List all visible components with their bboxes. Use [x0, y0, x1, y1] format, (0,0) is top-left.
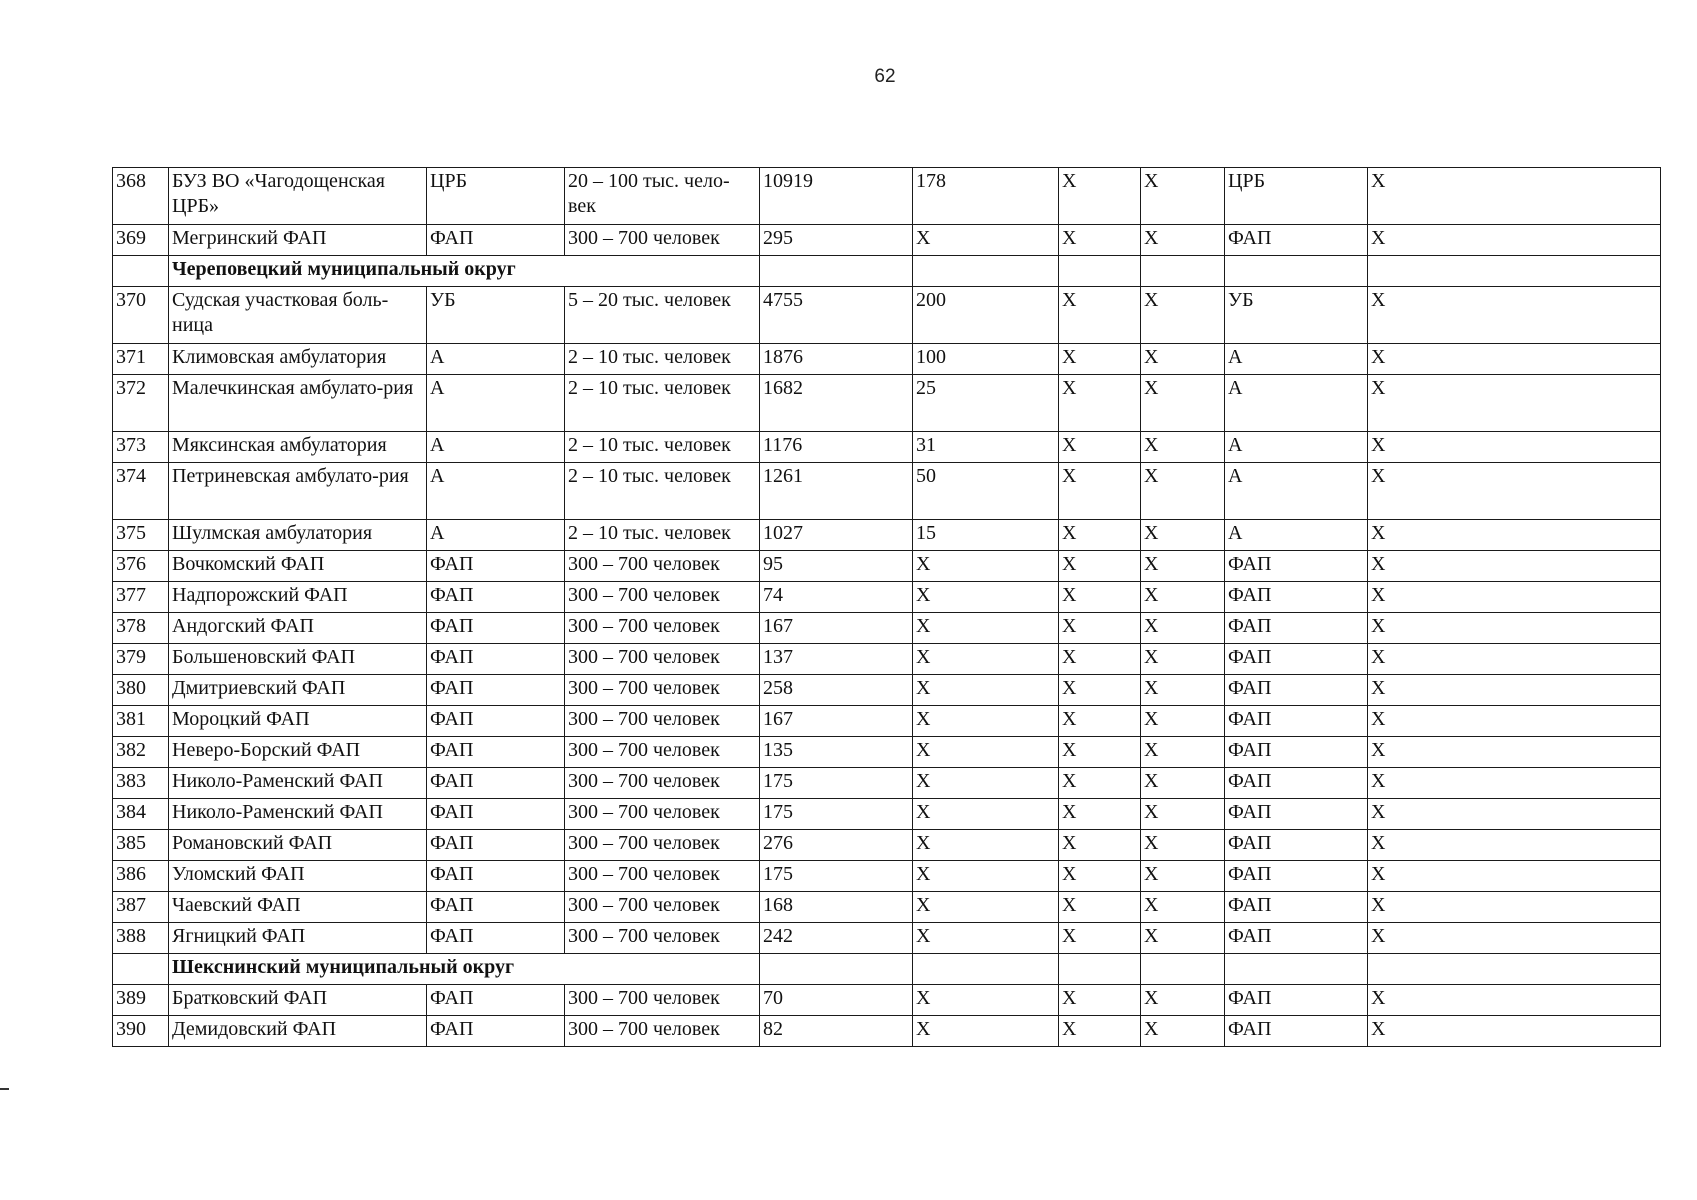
table-row [113, 432, 1661, 463]
facility-name-cell: Мегринский ФАП [169, 225, 427, 256]
table-row [113, 225, 1661, 256]
distance-value-cell: 25 [913, 375, 1059, 432]
facility-type-cell: ФАП [427, 675, 565, 706]
target-type-cell: А [1225, 432, 1368, 463]
facility-name-cell: Братковский ФАП [169, 985, 427, 1016]
population-count-cell: 4755 [760, 287, 913, 344]
col8-mark-cell: Х [1141, 344, 1225, 375]
row-number-cell: 383 [113, 768, 169, 799]
population-count-cell: 167 [760, 706, 913, 737]
facility-name-cell: Андогский ФАП [169, 613, 427, 644]
population-range-cell: 20 – 100 тыс. чело-век [565, 168, 760, 225]
col7-mark-cell: Х [1059, 706, 1141, 737]
facility-name-cell: Чаевский ФАП [169, 892, 427, 923]
target-type-cell: ФАП [1225, 768, 1368, 799]
facility-type-cell: ФАП [427, 923, 565, 954]
section-title: Череповецкий муниципальный округ [169, 256, 760, 287]
facility-type-cell: ФАП [427, 582, 565, 613]
population-count-cell: 74 [760, 582, 913, 613]
population-range-cell: 300 – 700 человек [565, 892, 760, 923]
col10-mark-cell: Х [1368, 768, 1661, 799]
col10-mark-cell: Х [1368, 168, 1661, 225]
target-type-cell: ЦРБ [1225, 168, 1368, 225]
row-number-cell: 380 [113, 675, 169, 706]
section-row [113, 256, 1661, 287]
row-number-cell: 369 [113, 225, 169, 256]
target-type-cell: ФАП [1225, 613, 1368, 644]
row-number-cell: 385 [113, 830, 169, 861]
population-range-cell: 300 – 700 человек [565, 551, 760, 582]
target-type-cell: А [1225, 344, 1368, 375]
population-range-cell: 300 – 700 человек [565, 985, 760, 1016]
col8-mark-cell: Х [1141, 432, 1225, 463]
col8-mark-cell: Х [1141, 644, 1225, 675]
col7-mark-cell: Х [1059, 287, 1141, 344]
target-type-cell: ФАП [1225, 1016, 1368, 1047]
distance-value-cell: Х [913, 551, 1059, 582]
population-range-cell: 300 – 700 человек [565, 706, 760, 737]
row-number-cell: 379 [113, 644, 169, 675]
distance-value-cell: Х [913, 799, 1059, 830]
target-type-cell: ФАП [1225, 799, 1368, 830]
col7-mark-cell: Х [1059, 344, 1141, 375]
target-type-cell: А [1225, 375, 1368, 432]
table-row [113, 375, 1661, 432]
col7-mark-cell: Х [1059, 861, 1141, 892]
col7-mark-cell: Х [1059, 644, 1141, 675]
col7-mark-cell: Х [1059, 768, 1141, 799]
distance-value-cell: Х [913, 706, 1059, 737]
col10-mark-cell: Х [1368, 551, 1661, 582]
section-empty-cell [113, 954, 169, 985]
distance-value-cell: Х [913, 892, 1059, 923]
section-empty-cell [1368, 256, 1661, 287]
col8-mark-cell: Х [1141, 861, 1225, 892]
facility-name-cell: Романовский ФАП [169, 830, 427, 861]
distance-value-cell: Х [913, 644, 1059, 675]
distance-value-cell: Х [913, 768, 1059, 799]
population-count-cell: 1176 [760, 432, 913, 463]
col10-mark-cell: Х [1368, 344, 1661, 375]
facility-type-cell: ФАП [427, 737, 565, 768]
table-row [113, 799, 1661, 830]
section-empty-cell [1141, 954, 1225, 985]
target-type-cell: ФАП [1225, 675, 1368, 706]
col10-mark-cell: Х [1368, 463, 1661, 520]
section-empty-cell [760, 954, 913, 985]
facility-type-cell: ФАП [427, 644, 565, 675]
col8-mark-cell: Х [1141, 613, 1225, 644]
distance-value-cell: Х [913, 1016, 1059, 1047]
col7-mark-cell: Х [1059, 463, 1141, 520]
target-type-cell: УБ [1225, 287, 1368, 344]
target-type-cell: ФАП [1225, 582, 1368, 613]
facility-type-cell: ФАП [427, 1016, 565, 1047]
row-number-cell: 370 [113, 287, 169, 344]
col8-mark-cell: Х [1141, 830, 1225, 861]
section-empty-cell [113, 256, 169, 287]
population-range-cell: 300 – 700 человек [565, 613, 760, 644]
table-row [113, 168, 1661, 225]
distance-value-cell: 100 [913, 344, 1059, 375]
col8-mark-cell: Х [1141, 892, 1225, 923]
population-count-cell: 258 [760, 675, 913, 706]
target-type-cell: ФАП [1225, 985, 1368, 1016]
col7-mark-cell: Х [1059, 799, 1141, 830]
table-row [113, 551, 1661, 582]
table-row [113, 644, 1661, 675]
row-number-cell: 376 [113, 551, 169, 582]
population-count-cell: 175 [760, 861, 913, 892]
section-empty-cell [1141, 256, 1225, 287]
table-row [113, 923, 1661, 954]
population-range-cell: 2 – 10 тыс. человек [565, 520, 760, 551]
population-count-cell: 276 [760, 830, 913, 861]
row-number-cell: 386 [113, 861, 169, 892]
facility-name-cell: БУЗ ВО «Чагодощенская ЦРБ» [169, 168, 427, 225]
population-range-cell: 300 – 700 человек [565, 768, 760, 799]
col7-mark-cell: Х [1059, 830, 1141, 861]
population-range-cell: 300 – 700 человек [565, 582, 760, 613]
col7-mark-cell: Х [1059, 582, 1141, 613]
col10-mark-cell: Х [1368, 225, 1661, 256]
scan-edge-mark [0, 1088, 9, 1090]
col7-mark-cell: Х [1059, 432, 1141, 463]
table-row [113, 344, 1661, 375]
col10-mark-cell: Х [1368, 923, 1661, 954]
col10-mark-cell: Х [1368, 985, 1661, 1016]
row-number-cell: 389 [113, 985, 169, 1016]
population-count-cell: 168 [760, 892, 913, 923]
col7-mark-cell: Х [1059, 520, 1141, 551]
facility-type-cell: А [427, 520, 565, 551]
population-range-cell: 300 – 700 человек [565, 675, 760, 706]
col7-mark-cell: Х [1059, 892, 1141, 923]
target-type-cell: ФАП [1225, 830, 1368, 861]
table-row [113, 830, 1661, 861]
row-number-cell: 372 [113, 375, 169, 432]
col7-mark-cell: Х [1059, 923, 1141, 954]
population-count-cell: 242 [760, 923, 913, 954]
target-type-cell: А [1225, 520, 1368, 551]
facility-name-cell: Мороцкий ФАП [169, 706, 427, 737]
facility-name-cell: Большеновский ФАП [169, 644, 427, 675]
col10-mark-cell: Х [1368, 830, 1661, 861]
target-type-cell: ФАП [1225, 706, 1368, 737]
section-empty-cell [760, 256, 913, 287]
facility-type-cell: ФАП [427, 706, 565, 737]
row-number-cell: 368 [113, 168, 169, 225]
population-range-cell: 300 – 700 человек [565, 1016, 760, 1047]
col8-mark-cell: Х [1141, 737, 1225, 768]
col7-mark-cell: Х [1059, 675, 1141, 706]
table-row [113, 582, 1661, 613]
facilities-table [112, 167, 1661, 1047]
facility-name-cell: Николо-Раменский ФАП [169, 799, 427, 830]
col10-mark-cell: Х [1368, 644, 1661, 675]
col7-mark-cell: Х [1059, 375, 1141, 432]
col7-mark-cell: Х [1059, 613, 1141, 644]
facility-name-cell: Неверо-Борский ФАП [169, 737, 427, 768]
row-number-cell: 382 [113, 737, 169, 768]
table-row [113, 287, 1661, 344]
distance-value-cell: 200 [913, 287, 1059, 344]
population-count-cell: 95 [760, 551, 913, 582]
col8-mark-cell: Х [1141, 551, 1225, 582]
row-number-cell: 377 [113, 582, 169, 613]
col8-mark-cell: Х [1141, 463, 1225, 520]
col10-mark-cell: Х [1368, 520, 1661, 551]
population-range-cell: 300 – 700 человек [565, 644, 760, 675]
col10-mark-cell: Х [1368, 675, 1661, 706]
table-row [113, 737, 1661, 768]
table-row [113, 768, 1661, 799]
table-row [113, 861, 1661, 892]
col7-mark-cell: Х [1059, 737, 1141, 768]
table-row [113, 706, 1661, 737]
facility-type-cell: ФАП [427, 613, 565, 644]
col10-mark-cell: Х [1368, 582, 1661, 613]
population-count-cell: 1876 [760, 344, 913, 375]
table-row [113, 892, 1661, 923]
facility-type-cell: А [427, 432, 565, 463]
col10-mark-cell: Х [1368, 799, 1661, 830]
col8-mark-cell: Х [1141, 768, 1225, 799]
row-number-cell: 378 [113, 613, 169, 644]
row-number-cell: 381 [113, 706, 169, 737]
population-range-cell: 300 – 700 человек [565, 830, 760, 861]
col7-mark-cell: Х [1059, 1016, 1141, 1047]
target-type-cell: ФАП [1225, 225, 1368, 256]
population-range-cell: 2 – 10 тыс. человек [565, 375, 760, 432]
col8-mark-cell: Х [1141, 520, 1225, 551]
facility-name-cell: Уломский ФАП [169, 861, 427, 892]
distance-value-cell: Х [913, 675, 1059, 706]
col10-mark-cell: Х [1368, 613, 1661, 644]
table-row [113, 675, 1661, 706]
col10-mark-cell: Х [1368, 861, 1661, 892]
row-number-cell: 374 [113, 463, 169, 520]
col7-mark-cell: Х [1059, 168, 1141, 225]
population-count-cell: 82 [760, 1016, 913, 1047]
target-type-cell: ФАП [1225, 861, 1368, 892]
row-number-cell: 387 [113, 892, 169, 923]
population-count-cell: 1027 [760, 520, 913, 551]
col8-mark-cell: Х [1141, 1016, 1225, 1047]
table-row [113, 1016, 1661, 1047]
facility-name-cell: Климовская амбулатория [169, 344, 427, 375]
target-type-cell: ФАП [1225, 892, 1368, 923]
facility-type-cell: А [427, 344, 565, 375]
facility-type-cell: А [427, 463, 565, 520]
distance-value-cell: Х [913, 861, 1059, 892]
population-count-cell: 167 [760, 613, 913, 644]
col8-mark-cell: Х [1141, 287, 1225, 344]
population-count-cell: 1261 [760, 463, 913, 520]
col8-mark-cell: Х [1141, 225, 1225, 256]
table-row [113, 463, 1661, 520]
facility-type-cell: ФАП [427, 551, 565, 582]
col10-mark-cell: Х [1368, 892, 1661, 923]
distance-value-cell: 50 [913, 463, 1059, 520]
col10-mark-cell: Х [1368, 737, 1661, 768]
population-range-cell: 300 – 700 человек [565, 923, 760, 954]
row-number-cell: 384 [113, 799, 169, 830]
col8-mark-cell: Х [1141, 582, 1225, 613]
distance-value-cell: 178 [913, 168, 1059, 225]
population-range-cell: 300 – 700 человек [565, 225, 760, 256]
facility-type-cell: А [427, 375, 565, 432]
section-empty-cell [1368, 954, 1661, 985]
row-number-cell: 373 [113, 432, 169, 463]
population-count-cell: 295 [760, 225, 913, 256]
col10-mark-cell: Х [1368, 287, 1661, 344]
col7-mark-cell: Х [1059, 225, 1141, 256]
facility-name-cell: Дмитриевский ФАП [169, 675, 427, 706]
section-row [113, 954, 1661, 985]
facility-name-cell: Петриневская амбулато-рия [169, 463, 427, 520]
target-type-cell: ФАП [1225, 737, 1368, 768]
facility-name-cell: Мяксинская амбулатория [169, 432, 427, 463]
population-range-cell: 2 – 10 тыс. человек [565, 432, 760, 463]
col8-mark-cell: Х [1141, 985, 1225, 1016]
facility-type-cell: ФАП [427, 799, 565, 830]
facility-type-cell: ФАП [427, 861, 565, 892]
target-type-cell: А [1225, 463, 1368, 520]
facility-name-cell: Вочкомский ФАП [169, 551, 427, 582]
population-range-cell: 300 – 700 человек [565, 799, 760, 830]
population-count-cell: 70 [760, 985, 913, 1016]
distance-value-cell: Х [913, 225, 1059, 256]
distance-value-cell: Х [913, 737, 1059, 768]
facility-type-cell: УБ [427, 287, 565, 344]
facilities-table-container [112, 167, 1660, 1047]
facility-type-cell: ФАП [427, 830, 565, 861]
row-number-cell: 371 [113, 344, 169, 375]
facility-name-cell: Шулмская амбулатория [169, 520, 427, 551]
facility-name-cell: Судская участковая боль-ница [169, 287, 427, 344]
section-empty-cell [1059, 256, 1141, 287]
population-count-cell: 1682 [760, 375, 913, 432]
population-range-cell: 300 – 700 человек [565, 861, 760, 892]
table-row [113, 520, 1661, 551]
section-empty-cell [1225, 954, 1368, 985]
facility-name-cell: Демидовский ФАП [169, 1016, 427, 1047]
table-row [113, 985, 1661, 1016]
col10-mark-cell: Х [1368, 432, 1661, 463]
distance-value-cell: Х [913, 923, 1059, 954]
page-number: 62 [874, 66, 896, 87]
col10-mark-cell: Х [1368, 1016, 1661, 1047]
distance-value-cell: 31 [913, 432, 1059, 463]
section-empty-cell [913, 256, 1059, 287]
population-count-cell: 175 [760, 799, 913, 830]
col8-mark-cell: Х [1141, 923, 1225, 954]
section-empty-cell [1059, 954, 1141, 985]
population-range-cell: 2 – 10 тыс. человек [565, 344, 760, 375]
section-title: Шекснинский муниципальный округ [169, 954, 760, 985]
table-row [113, 613, 1661, 644]
distance-value-cell: 15 [913, 520, 1059, 551]
facility-type-cell: ФАП [427, 985, 565, 1016]
row-number-cell: 375 [113, 520, 169, 551]
population-range-cell: 300 – 700 человек [565, 737, 760, 768]
section-empty-cell [1225, 256, 1368, 287]
distance-value-cell: Х [913, 830, 1059, 861]
col10-mark-cell: Х [1368, 375, 1661, 432]
row-number-cell: 390 [113, 1016, 169, 1047]
facility-type-cell: ЦРБ [427, 168, 565, 225]
col8-mark-cell: Х [1141, 706, 1225, 737]
col10-mark-cell: Х [1368, 706, 1661, 737]
population-count-cell: 10919 [760, 168, 913, 225]
population-count-cell: 175 [760, 768, 913, 799]
col8-mark-cell: Х [1141, 799, 1225, 830]
facility-name-cell: Ягницкий ФАП [169, 923, 427, 954]
distance-value-cell: Х [913, 582, 1059, 613]
col8-mark-cell: Х [1141, 675, 1225, 706]
row-number-cell: 388 [113, 923, 169, 954]
col7-mark-cell: Х [1059, 985, 1141, 1016]
population-count-cell: 137 [760, 644, 913, 675]
facility-name-cell: Малечкинская амбулато-рия [169, 375, 427, 432]
section-empty-cell [913, 954, 1059, 985]
facility-name-cell: Надпорожский ФАП [169, 582, 427, 613]
facility-type-cell: ФАП [427, 225, 565, 256]
table-body [113, 168, 1661, 1047]
target-type-cell: ФАП [1225, 923, 1368, 954]
population-range-cell: 5 – 20 тыс. человек [565, 287, 760, 344]
facility-type-cell: ФАП [427, 768, 565, 799]
col8-mark-cell: Х [1141, 375, 1225, 432]
col7-mark-cell: Х [1059, 551, 1141, 582]
target-type-cell: ФАП [1225, 551, 1368, 582]
facility-name-cell: Николо-Раменский ФАП [169, 768, 427, 799]
population-count-cell: 135 [760, 737, 913, 768]
col8-mark-cell: Х [1141, 168, 1225, 225]
population-range-cell: 2 – 10 тыс. человек [565, 463, 760, 520]
distance-value-cell: Х [913, 613, 1059, 644]
facility-type-cell: ФАП [427, 892, 565, 923]
distance-value-cell: Х [913, 985, 1059, 1016]
target-type-cell: ФАП [1225, 644, 1368, 675]
